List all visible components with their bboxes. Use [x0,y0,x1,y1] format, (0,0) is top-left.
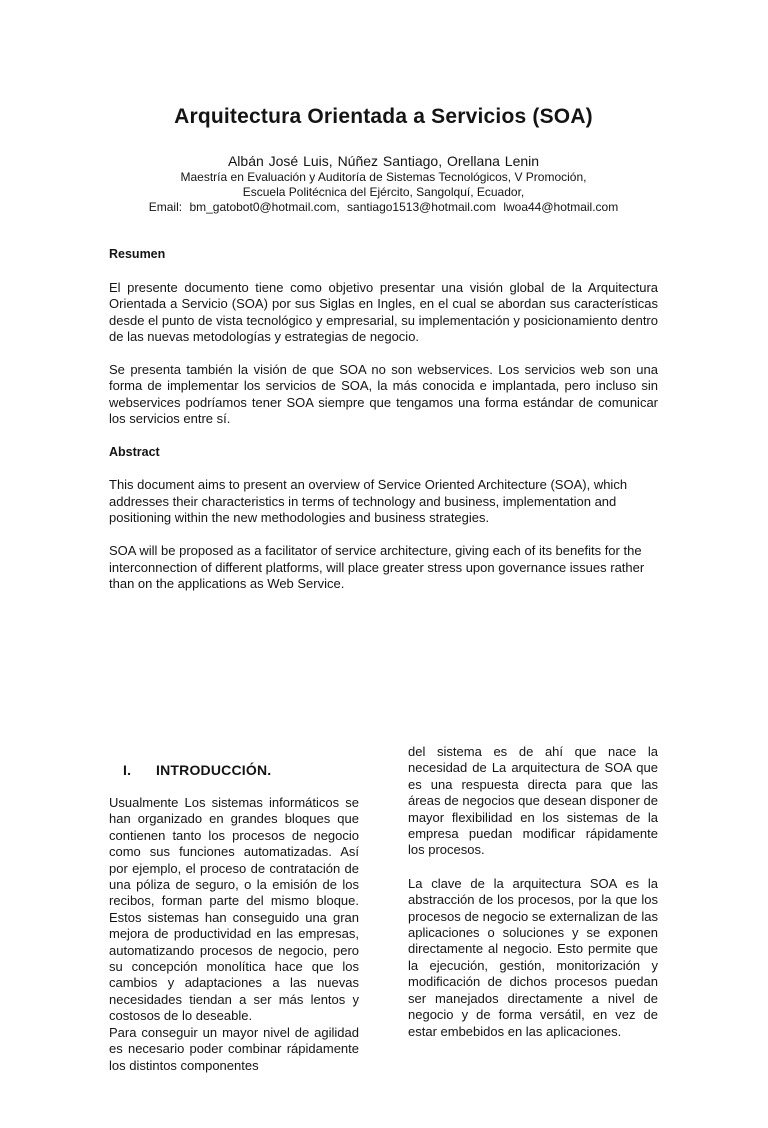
section-title: INTRODUCCIÓN. [156,762,272,778]
abstract-paragraph: This document aims to present an overview of Service Oriented Architecture (SOA), which addresses their characteristics in terms of technology and business, implementation and positioning within the new methodologies and business strategies. [109,477,628,525]
intro-paragraph: del sistema es de ahí que nace la necesidad de La arquitectura de SOA que es una respuesta directa para que las áreas de negocios que desean disponer de mayor flexibilidad en los sistemas de la empresa puedan modificar rápidamente los procesos. [408,744,658,858]
intro-paragraph: Para conseguir un mayor nivel de agilidad es necesario poder combinar rápidamente los distintos componentes [109,1024,359,1073]
abstract-heading: Abstract [109,445,160,460]
email-address[interactable]: lwoa44@hotmail.com [503,200,619,214]
section-number: I. [123,762,132,778]
resumen-paragraph: Se presenta también la visión de que SOA no son webservices. Los servicios web son una forma de implementar los servicios de SOA, la más conocida e implantada, pero incluso sin webservices podríamos tener SOA siempre que tengamos una forma estándar de comunicar los servicios entre sí. [109,362,658,427]
two-column-body [109,744,658,1128]
paper-authors: Albán José Luis, Núñez Santiago, Orellana Lenin [227,153,540,169]
intro-paragraph: Usualmente Los sistemas informáticos se han organizado en grandes bloques que contienen tanto los procesos de negocio como sus funciones automatizadas. Así por ejemplo, el proceso de contratación de una póliza de seguro, o la emisión de los recibos, forman parte del mismo bloque. Estos sistemas han conseguido una gran mejora de productividad en las empresas, automatizando procesos de negocio, pero su concepción monolítica hace que los cambios y adaptaciones a las nuevas necesidades tiendan a ser más lentos y costosos de lo deseable. [109,795,359,1024]
document-page [0,104,768,1128]
resumen-paragraph: El presente documento tiene como objetivo presentar una visión global de la Arquitectura Orientada a Servicio (SOA) por sus Siglas en Ingles, en el cual se abordan sus características desde el punto de vista tecnológico y empresarial, su implementación y posicionamiento dentro de las nuevas metodologías y estrategias de negocio. [109,280,658,344]
email-address[interactable]: bm_gatobot0@hotmail.com, [189,200,340,214]
abstract-paragraph: SOA will be proposed as a facilitator of service architecture, giving each of its benefits for the interconnection of different platforms, will place greater stress upon governance issues rather than on the applications as Web Service. [109,543,645,591]
paper-title: Arquitectura Orientada a Servicios (SOA) [174,105,593,128]
email-address[interactable]: santiago1513@hotmail.com [347,200,496,214]
right-column [408,744,658,1040]
left-column [109,744,359,1074]
affiliation-line-2: Escuela Politécnica del Ejército, Sangolquí, Ecuador, [242,185,525,199]
affiliation-line-1: Maestría en Evaluación y Auditoría de Sistemas Tecnológicos, V Promoción, [180,170,587,184]
email-line [109,200,658,215]
section-heading-introduccion [123,761,359,779]
intro-paragraph: La clave de la arquitectura SOA es la abstracción de los procesos, por la que los procesos de negocio se externalizan de las aplicaciones o soluciones y se exponen directamente al negocio. Esto permite que la ejecución, gestión, monitorización y modificación de dichos procesos puedan ser manejados directamente a nivel de negocio y de forma versátil, en vez de estar embebidos en las aplicaciones. [408,875,658,1039]
email-label: Email: [148,200,183,214]
resumen-heading: Resumen [109,247,166,261]
